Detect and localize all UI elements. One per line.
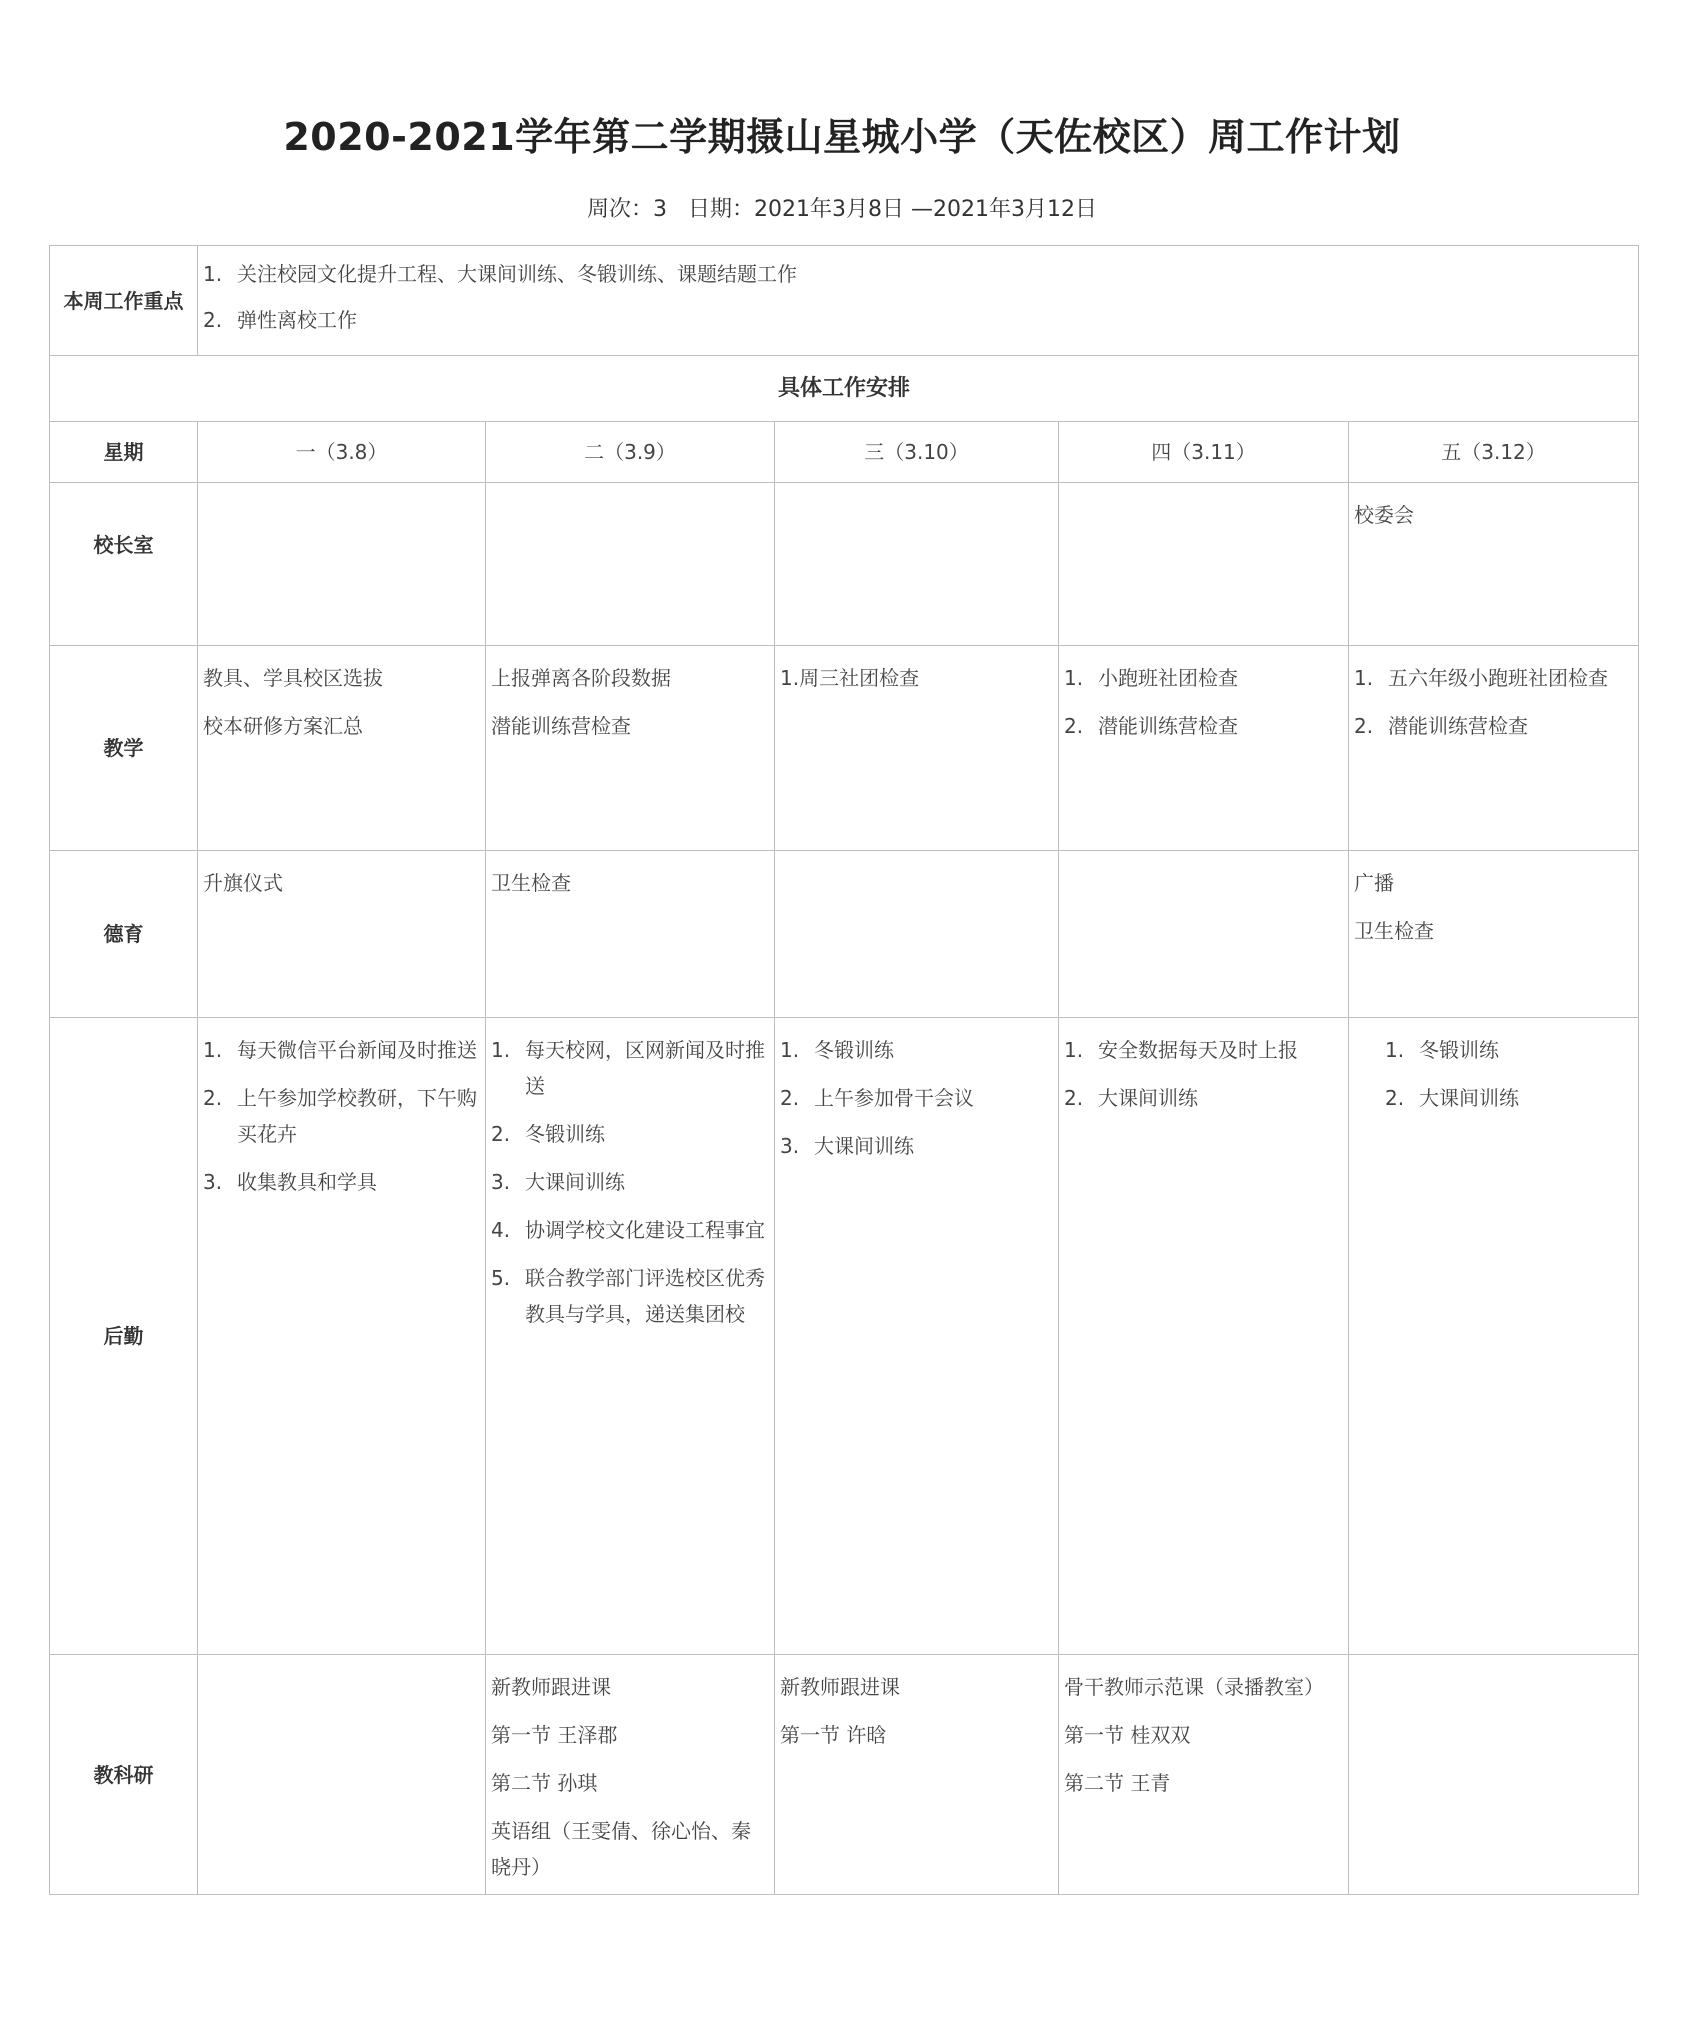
- teaching-mon: 教具、学具校区选拔 校本研修方案汇总: [198, 646, 486, 851]
- moral-label: 德育: [50, 851, 198, 1018]
- principal-fri: 校委会: [1349, 483, 1639, 646]
- page-title: 2020-2021学年第二学期摄山星城小学（天佐校区）周工作计划: [283, 115, 1401, 159]
- principal-wed: [775, 483, 1059, 646]
- day-header-row: [50, 422, 1639, 483]
- teaching-label: 教学: [50, 646, 198, 851]
- day-tue: 二（3.9）: [486, 422, 775, 483]
- focus-content: [198, 246, 1639, 356]
- research-row: [50, 1655, 1639, 1895]
- research-tue: 新教师跟进课 第一节 王泽郡 第二节 孙琪 英语组（王雯倩、徐心怡、秦晓丹）: [486, 1655, 775, 1895]
- day-thu: 四（3.11）: [1059, 422, 1349, 483]
- section-row: [50, 356, 1639, 422]
- research-thu: 骨干教师示范课（录播教室） 第一节 桂双双 第二节 王青: [1059, 1655, 1349, 1895]
- research-label: 教科研: [50, 1655, 198, 1895]
- research-wed: 新教师跟进课 第一节 许晗: [775, 1655, 1059, 1895]
- research-mon: [198, 1655, 486, 1895]
- teaching-fri: 1. 五六年级小跑班社团检查 2. 潜能训练营检查: [1349, 646, 1639, 851]
- logistics-fri: 1. 冬锻训练 2. 大课间训练: [1349, 1018, 1639, 1655]
- logistics-tue: 1. 每天校网，区网新闻及时推送 2. 冬锻训练 3. 大课间训练 4. 协调学校文化建设工程事宜 5. 联合教学部门评选校区优秀教具与学具，递送集团校: [486, 1018, 775, 1655]
- logistics-wed: 1. 冬锻训练 2. 上午参加骨干会议 3. 大课间训练: [775, 1018, 1059, 1655]
- weekly-plan-table: [49, 245, 1639, 1895]
- logistics-thu: 1. 安全数据每天及时上报 2. 大课间训练: [1059, 1018, 1349, 1655]
- logistics-row: [50, 1018, 1639, 1655]
- logistics-mon: 1. 每天微信平台新闻及时推送 2. 上午参加学校教研，下午购买花卉 3. 收集教具和学具: [198, 1018, 486, 1655]
- date-range: 日期：2021年3月8日 —2021年3月12日: [688, 197, 1097, 222]
- principal-tue: [486, 483, 775, 646]
- principal-row: [50, 483, 1639, 646]
- teaching-wed: 1.周三社团检查: [775, 646, 1059, 851]
- day-wed: 三（3.10）: [775, 422, 1059, 483]
- list-item: 2. 弹性离校工作: [203, 308, 357, 332]
- teaching-thu: 1. 小跑班社团检查 2. 潜能训练营检查: [1059, 646, 1349, 851]
- research-fri: [1349, 1655, 1639, 1895]
- teaching-tue: 上报弹离各阶段数据 潜能训练营检查: [486, 646, 775, 851]
- moral-mon: 升旗仪式: [198, 851, 486, 1018]
- moral-tue: 卫生检查: [486, 851, 775, 1018]
- focus-row: [50, 246, 1639, 356]
- list-item: 1. 关注校园文化提升工程、大课间训练、冬锻训练、课题结题工作: [203, 262, 797, 286]
- moral-row: [50, 851, 1639, 1018]
- week-number: 周次：3: [587, 197, 668, 222]
- moral-fri: 广播 卫生检查: [1349, 851, 1639, 1018]
- day-label: 星期: [50, 422, 198, 483]
- moral-thu: [1059, 851, 1349, 1018]
- principal-label: 校长室: [50, 483, 198, 646]
- day-mon: 一（3.8）: [198, 422, 486, 483]
- week-date-line: [0, 192, 1684, 223]
- principal-thu: [1059, 483, 1349, 646]
- moral-wed: [775, 851, 1059, 1018]
- day-fri: 五（3.12）: [1349, 422, 1639, 483]
- focus-label: 本周工作重点: [50, 246, 198, 356]
- logistics-label: 后勤: [50, 1018, 198, 1655]
- teaching-row: [50, 646, 1639, 851]
- section-title: 具体工作安排: [50, 356, 1639, 422]
- principal-mon: [198, 483, 486, 646]
